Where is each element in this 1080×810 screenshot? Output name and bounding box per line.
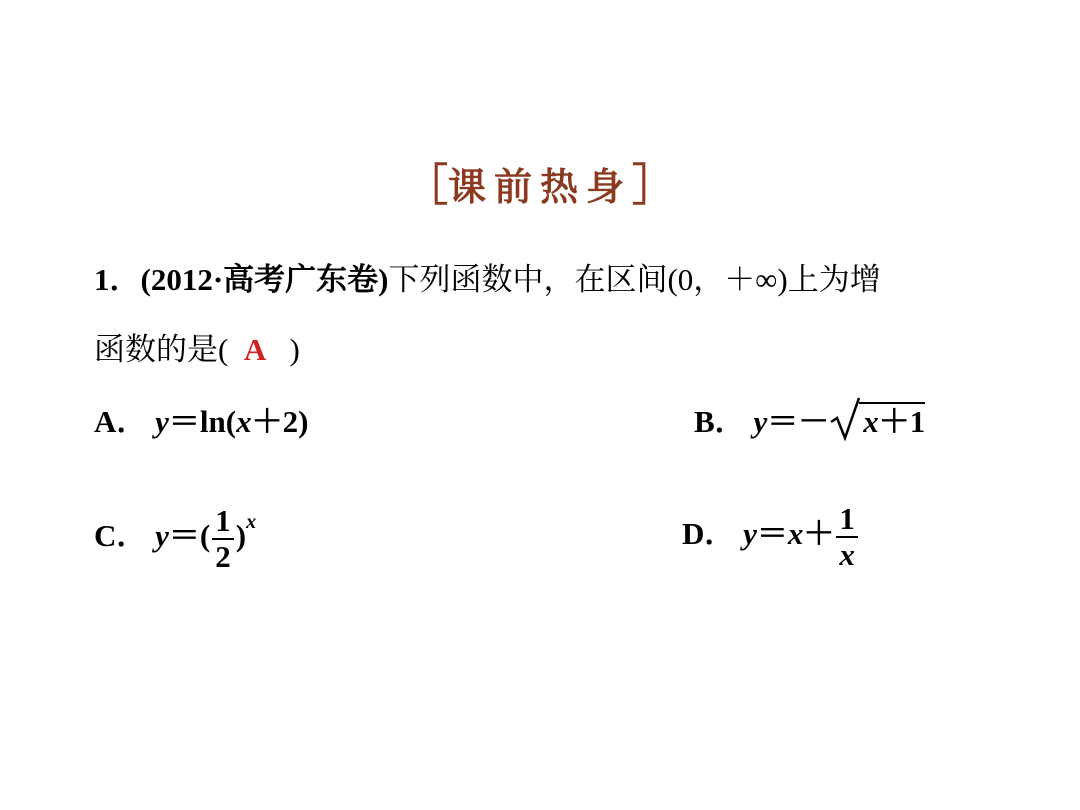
- section-title: [0, 158, 1080, 215]
- option-d-plus: ＋: [803, 516, 835, 552]
- question-stem-part2: 函数的是(: [94, 332, 229, 367]
- option-c-label: C．: [94, 518, 148, 553]
- question-answer: A: [243, 332, 267, 367]
- question-number: 1．: [94, 262, 141, 297]
- question-line-1: [94, 260, 881, 300]
- option-c: [94, 502, 256, 574]
- option-c-fraction: [212, 504, 234, 574]
- option-a-x: x: [236, 404, 252, 439]
- option-d-fraction: [836, 502, 858, 572]
- option-b-x: x: [863, 404, 879, 439]
- option-c-y: y: [155, 518, 169, 553]
- radical-sign-icon: [829, 394, 861, 442]
- option-b-label: B．: [694, 404, 746, 439]
- option-b-sqrt: [829, 402, 925, 442]
- option-a-rest: ＋2): [251, 404, 309, 439]
- question-source: (2012·高考广东卷): [140, 262, 389, 297]
- option-a-label: A．: [94, 404, 148, 439]
- option-b: [694, 402, 925, 442]
- option-b-eq: ＝－: [767, 404, 830, 439]
- option-b-rest: ＋1: [878, 404, 926, 439]
- option-d-numerator: 1: [836, 502, 858, 538]
- section-title-text: 课前热身: [447, 165, 632, 209]
- question-stem-part1: 下列函数中，在区间(0，＋∞)上为增: [388, 262, 881, 297]
- question-line-2: [94, 330, 300, 370]
- option-a-y: y: [155, 404, 169, 439]
- option-a: [94, 402, 308, 442]
- option-d-eq: ＝: [756, 516, 788, 552]
- option-c-exponent: x: [246, 511, 257, 533]
- option-c-close: ): [235, 518, 247, 553]
- option-a-ln: ln(: [199, 404, 237, 439]
- option-d-y: y: [743, 516, 757, 552]
- left-bracket: ［: [403, 160, 448, 211]
- option-b-y: y: [753, 404, 768, 439]
- option-c-denominator: 2: [215, 538, 231, 574]
- option-c-numerator: 1: [212, 504, 234, 540]
- option-d: [682, 502, 860, 572]
- option-d-x: x: [787, 516, 804, 552]
- option-d-denominator: x: [839, 537, 855, 572]
- option-a-eq: ＝: [168, 404, 200, 439]
- right-bracket: ］: [632, 160, 676, 211]
- question-close-paren: ): [289, 332, 300, 367]
- option-c-eq: ＝(: [168, 518, 211, 553]
- option-d-label: D．: [682, 516, 736, 552]
